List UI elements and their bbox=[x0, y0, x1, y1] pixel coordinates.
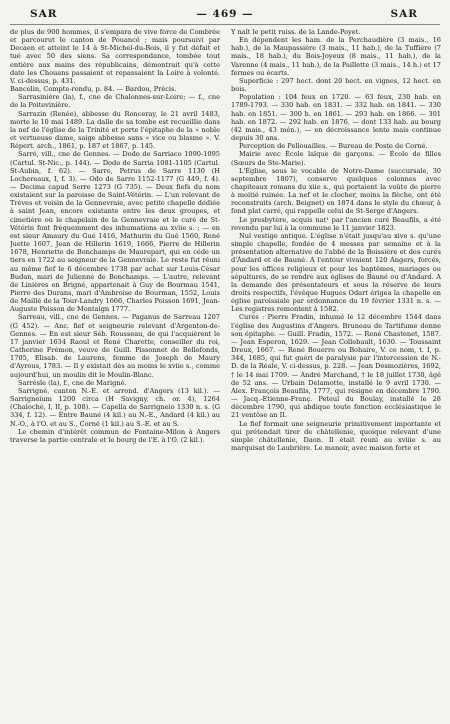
header-right-word: SAR bbox=[390, 8, 418, 20]
paragraph: Sarrazin (Renée), abbesse du Ronceray, le 21 avril 1483, morte le 10 mai 1489. La dalle de sa tombe est recueillie dans la nef de l'église de la Trinité et porte l'épitaphe de la « noble et vertueuse dame, saige abbesse sans « vice ou blasme ». V. Répert. arch., 1861, p. 187 et 1867, p. 145. bbox=[10, 109, 220, 151]
right-column bbox=[231, 28, 441, 720]
paragraph: Sarrasinière (la), f., cne de Chalonnes-sur-Loire; — f., cne de la Poitevinière. bbox=[10, 93, 220, 110]
paragraph: Le chemin d'intérêt commun de Fontaine-Milon à Angers traverse la partie centrale et le bourg de l'E. à l'O. (2 kil.). bbox=[10, 427, 220, 444]
paragraph: Sarrésle (la), f., cne de Marigné. bbox=[18, 378, 127, 387]
header-rule bbox=[10, 24, 440, 25]
paragraph: Superficie : 297 hect. dont 20 hect. en vignes, 12 hect. en bois. bbox=[231, 76, 441, 94]
paragraph: Le fief formait une seigneurie primitivement importante et qui prétendait tirer de châtellenie, quoique relevant d'une simple châtellenie, Daon. Il était réuni au xviiie s. au marquisat de Laubrière. Le manoir, avec maison forte et bbox=[231, 419, 441, 452]
paragraph: Curés : Pierre Fradin, inhumé le 12 décembre 1544 dans l'église des Augustins d'Angers. Bruneau de Tartifume donne son épitaphe. — Guill. Fradin, 1572. — René Chastenet, 1587. — Jean Esperon, 1629. — Jean Collebault, 1630. — Toussaint Dreux, 1667. — René Bouerre ou Bohaire, V. ce nom, t. I, p. 344, 1685, qui fut guéri de paralysie par l'intercession de N.-D. de la Réale, V. ci-dessus, p. 228. — Jean Desmozières, 1692, † le 14 mai 1709. — André Marchand, † le 18 juillet 1730, âgé de 52 ans. — Urbain Delamotte, installé le 9 avril 1730. — Alex. François Beaufils, 1777, qui résigne en décembre 1790. — Jacq.-Etienne-Franç. Peteul du Boulay, installé le 28 décembre 1790, qui abdique toute fonction ecclésiastique le 21 ventôse an II. bbox=[231, 313, 441, 420]
header-left-word: SAR bbox=[30, 8, 58, 20]
paragraph: L'Église, sous le vocable de Notre-Dame (succursale, 30 septembre 1807), conserve quelques colonnes avec chapiteaux romans du xiie s., qui portaient la voûte de pierre à moitié ruinée. La nef et le clocher, moins la flèche, ont été reconstruits (arch. Beignet) en 1874 dans le style du chœur, à fond plat carré, qui rappelle celui de St-Serge d'Angers. bbox=[231, 166, 441, 216]
paragraph: Sarré, vill., cne de Gennes. — Dodo de Sarriaco 1090-1095 (Cartul. St-Nic., p. 144). — Dodo de Sarria 1081-1105 (Cartul. St-Aubin, f. 62). — Sarre, Petrus de Sarre 1130 (H Lochereaux, I, f. 3). — Odo de Sarre 1152-1177 (G 449, f. 4). — Decima capud Serre 1273 (G 735). — Deux fiefs du nom existaient sur la paroisse de Saint-Vétérin. — L'un relevant de Trèves et voisin de la Gennevraie, avec petite chapelle dédiée à saint Jean, encore existante entre les deux groupes, et cimetière où le chapelain de la Gennevraie et le curé de St-Vétérin font fréquemment des inhumations au xviie s. ; — en est sieur Amaury du Gué 1416, Mathurin du Gué 1560, René Juette 1607, Jean de Hillerin 1619, 1666, Pierre de Hillerin 1678, Henriette de Bonchamps de Maurepart, qui en céde un tiers en 1722 au seigneur de la Gennevraie. Le reste fut réuni au même fief le 6 décembre 1738 par achat sur Louis-César Budan, mari de Julienne de Bonchamps. — L'autre, relevant de Linières en Brigné, appartenait à Guy de Bourmau 1541, Pierre des Durans, mari d'Ambroise de Bourman, 1552, Louis de Maillé de la Tour-Landry 1666, Charles Poisson 1691, Jean-Auguste Poisson de Montaign 1777. bbox=[10, 150, 220, 314]
running-header bbox=[10, 8, 440, 22]
paragraph: Le presbytère, acquis nat¹ par l'ancien curé Beaufils, a été revendu par lui à la commune le 11 janvier 1823. bbox=[231, 215, 441, 232]
paragraph: Bancelin, Compte-rendu, p. 84. — Bardou, Précis. bbox=[10, 85, 177, 94]
left-column bbox=[10, 28, 220, 720]
paragraph: Perception de Pellouailles. — Bureau de Poste de Corné. bbox=[239, 142, 428, 151]
paragraph: Sarrigné, canton N.-E. et arrond. d'Angers (13 kil.). — Sarrigneium 1200 circa (H Savigny, ch. or. 4), 1264 (Chalochè, I, II, p. 108). — Capella de Sarrigneio 1330 n. s. (G 334, f. 12). — Entre Bauné (4 kil.) au N.-E., Andard (4 kil.) au N.-O., à l'O. et au S., Corné (1 kil.) au S.-E. et au S. bbox=[10, 386, 220, 428]
paragraph: de plus de 900 hommes, il s'empara de vive force de Combrée et parcourut le canton de Pouancé ; mais poursuivi par Decaen et atteint le 14 à St-Michel-du-Bois, il y fut défait et tué avec 50 des siens. Sa correspondance, tombée tout entière aux mains des républicains, démontrait qu'à cette date les Chouans passaient et repassaient la Loire à volonté. V. ci-dessus, p. 431. bbox=[10, 28, 220, 85]
paragraph: Population : 104 feux en 1720. — 63 feux, 230 hab. en 1789-1793. — 330 hab. en 1831. — 332 hab. en 1841. — 330 hab. en 1851. — 300 h. en 1861. — 293 hab. en 1866. — 301 hab. en 1872. — 292 hab. en 1876, — dont 133 hab. au bourg (42 mais., 43 mén.), — en décroissance lente mais continue depuis 30 ans. bbox=[231, 93, 441, 143]
paragraph: Y naît le petit ruiss. de la Lande-Poyet. bbox=[231, 28, 361, 36]
paragraph: Nul vestige antique. L'église n'était jusqu'au xive s. qu'une simple chapelle, fondée de 4 messes par semaine et à la présentation alternative de l'abbé de la Boissière et des curés d'Andard et de Bauné. A l'entour vivaient 120 Angers, forcés, pour les offices religieux et pour les baptêmes, mariages ou sépultures, de se rendre aux églises de Bauné ou d'Andard. A la demande des présentateurs et sous la réserve de leurs droits respectifs, l'évêque Hugues Odart érigea la chapelle en église paroissiale par ordonnance du 19 février 1331 n. s. — Les registres remontent à 1582. bbox=[231, 231, 441, 314]
page-number: — 469 — bbox=[196, 8, 254, 20]
paragraph: Sarreau, vill., cne de Gennes. — Paganus de Sarreau 1207 (G 452). — Anc. fief et seigneurie relevant d'Argenton-de-Gennes. — En est sieur Séb. Rousseau, de qui l'acquièrent le 17 janvier 1634 Raoul et René Charette, conseiller du roi, Catherine Frémon, veuve de Guill. Pissonnet de Bellefonds, 1705, Elisab. de Laurens, femme de Joseph de Maury d'Ayrous, 1783. — Il y existait dès au moins le xviie s., comme aujourd'hui, un moulin dit le Moulin-Blanc. bbox=[10, 313, 220, 379]
paragraph: Mairie avec École laïque de garçons. — École de filles (Sœurs de Ste-Marie). bbox=[231, 150, 441, 167]
paragraph: En dépendent les ham. de la Perchaudière (3 mais., 16 hab.), de la Maupassière (3 mais., 11 hab.), de la Tuffière (7 mais., 18 hab.), du Bois-Joyeux (8 mais., 11 hab.), de la Varenne (4 mais., 11 hab.), de la Paillette (3 mais., 14 h.) et 17 fermes ou écarts. bbox=[231, 36, 441, 77]
